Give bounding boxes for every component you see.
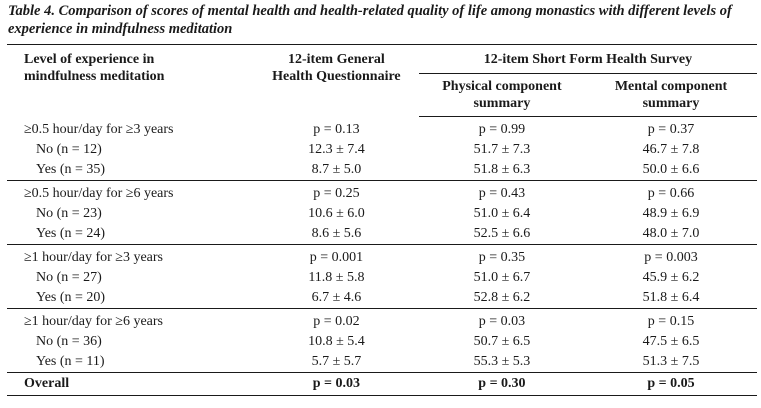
table-row: No (n = 12) 12.3 ± 7.4 51.7 ± 7.3 46.7 ± 7.8 — [36, 142, 700, 157]
table-row: ≥0.5 hour/day for ≥3 years p = 0.13 p = 0.99 p = 0.37 — [7, 117, 757, 141]
header-mental: Mental component summary — [585, 74, 757, 117]
table-row: Yes (n = 35) 8.7 ± 5.0 51.8 ± 6.3 50.0 ± 6.6 — [36, 162, 700, 177]
header-level-experience: Level of experience in mindfulness meditation — [7, 45, 254, 117]
overall-row: Overall p = 0.03 p = 0.30 p = 0.05 — [7, 373, 757, 396]
group-label: ≥0.5 hour/day for ≥6 years — [7, 181, 254, 205]
table-row: Yes (n = 20) 6.7 ± 4.6 52.8 ± 6.2 51.8 ± 6.4 — [36, 290, 700, 305]
group-label: ≥1 hour/day for ≥3 years — [7, 245, 254, 269]
group-label: ≥0.5 hour/day for ≥3 years — [24, 121, 174, 137]
table-row: Yes (n = 24) 8.6 ± 5.6 52.5 ± 6.6 48.0 ± 7.0 — [36, 226, 700, 241]
table-row: No (n = 23) 10.6 ± 6.0 51.0 ± 6.4 48.9 ± 6.9 — [36, 206, 700, 221]
table-row: ≥1 hour/day for ≥3 years p = 0.001 p = 0.35 p = 0.003 — [7, 245, 757, 269]
table-row: No (n = 36) 10.8 ± 5.4 50.7 ± 6.5 47.5 ± 6.5 — [36, 334, 700, 349]
table-row: ≥0.5 hour/day for ≥6 years p = 0.25 p = 0.43 p = 0.66 — [7, 181, 757, 205]
table-row: Yes (n = 11) 5.7 ± 5.7 55.3 ± 5.3 51.3 ± 7.5 — [36, 354, 700, 369]
header-physical: Physical component summary — [419, 74, 585, 117]
results-table — [7, 44, 757, 396]
table-caption: Table 4. Comparison of scores of mental health and health-related quality of life among monastics with different levels of experience in mindfulness meditation — [8, 3, 732, 37]
header-ghq: 12-item General Health Questionnaire — [254, 45, 419, 117]
table-row: No (n = 27) 11.8 ± 5.8 51.0 ± 6.7 45.9 ± 6.2 — [36, 270, 700, 285]
group-label: ≥1 hour/day for ≥6 years — [7, 309, 254, 333]
header-row-1 — [7, 45, 757, 74]
header-sf12-group: 12-item Short Form Health Survey — [419, 45, 757, 74]
table-row: ≥1 hour/day for ≥6 years p = 0.02 p = 0.03 p = 0.15 — [7, 309, 757, 333]
